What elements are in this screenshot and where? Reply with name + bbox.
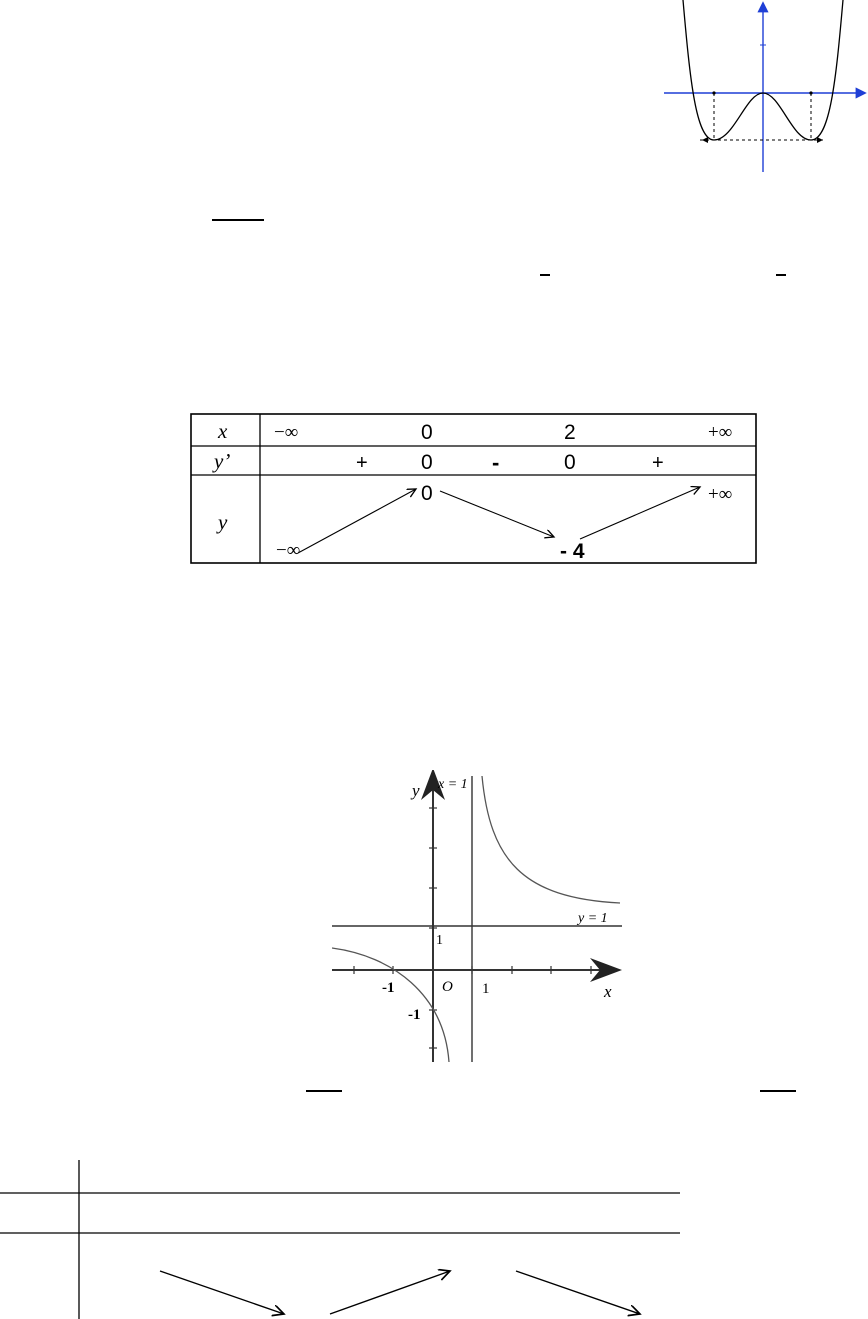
yprime-sign: + [356,452,368,474]
y-axis-label: y [412,781,420,800]
y-value: - 4 [560,540,585,563]
hyperbola-right-branch [482,776,620,903]
variation-table-1 [190,413,758,565]
decreasing-arrow [160,1271,284,1314]
quartic-graph [660,0,868,175]
origin-label: O [442,979,453,995]
row-x-label: x [218,419,228,443]
y-value: +∞ [708,484,733,505]
x-value: 0 [421,421,433,444]
vertical-asymptote-label: x = 1 [438,777,468,792]
x-value: +∞ [708,422,733,443]
yprime-sign: - [492,450,500,475]
tick-label-x-minus-one: -1 [382,980,395,996]
overline-fragment [760,1090,796,1092]
x-value: 2 [564,421,576,444]
tick-label-y-one: 1 [436,933,443,948]
x-axis-label: x [604,982,612,1001]
y-value: 0 [421,482,433,505]
underline-fragment [212,219,264,221]
hyperbola-left-branch [332,948,449,1062]
yprime-sign: + [652,452,664,474]
tick-label-y-minus-one: -1 [408,1007,421,1023]
increasing-arrow [580,487,700,539]
increasing-arrow [330,1271,450,1314]
yprime-zero: 0 [421,451,433,474]
overline-fragment [540,274,550,276]
yprime-zero: 0 [564,451,576,474]
row-y-label: y [218,510,228,534]
decreasing-arrow [440,491,554,537]
increasing-arrow [298,489,416,553]
decreasing-arrow [516,1271,640,1314]
horizontal-asymptote-label: y = 1 [578,911,608,926]
y-value: −∞ [276,540,301,561]
tick-label-x-one: 1 [482,981,490,997]
overline-fragment [306,1090,342,1092]
overline-fragment [776,274,786,276]
x-value: −∞ [274,422,299,443]
hyperbola-graph [332,770,622,1062]
row-yprime-label: y’ [214,449,231,473]
variation-table-2-partial [0,1160,868,1319]
